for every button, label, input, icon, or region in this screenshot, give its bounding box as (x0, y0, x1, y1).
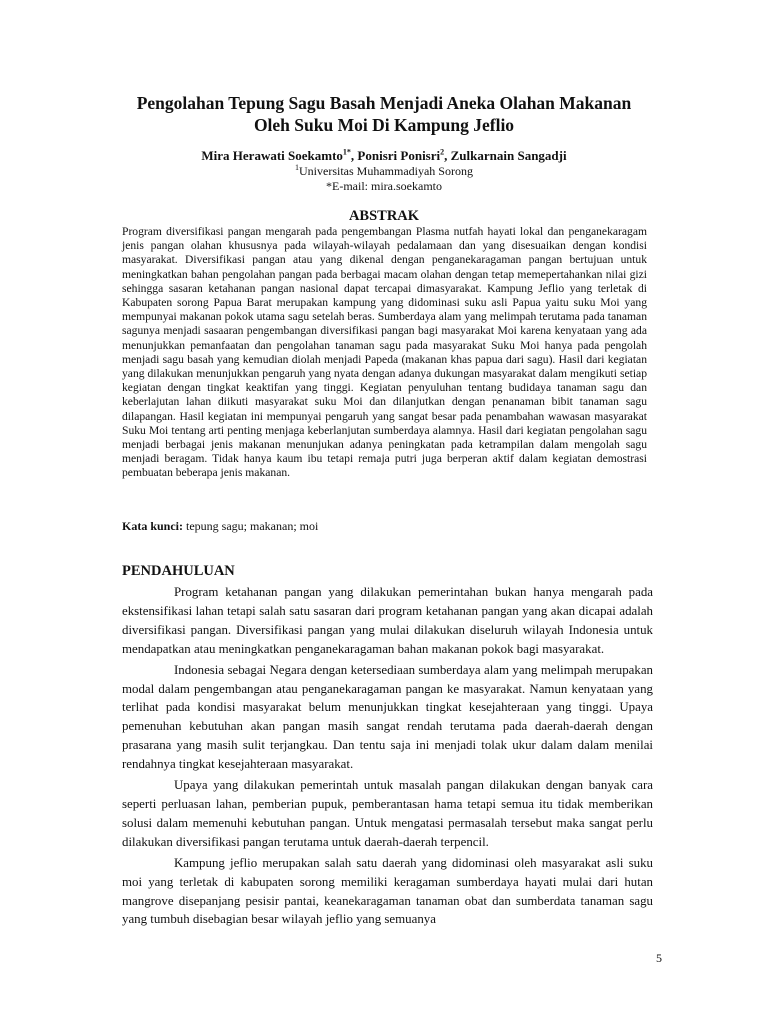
author-name: Mira Herawati Soekamto (201, 148, 343, 163)
keywords-value: tepung sagu; makanan; moi (183, 519, 319, 533)
author-superscript: 2 (440, 147, 445, 157)
paragraph: Kampung jeflio merupakan salah satu daerah yang didominasi oleh masyarakat asli suku moi yang terletak di kabupaten sorong memiliki keragaman sumberdaya hayati mulai dari hutan mangrove disepanjang pesisir pantai, keanekaragaman tanaman obat dan sumberdata tanaman sagu yang tumbuh disebagian besar wilayah jeflio yang semuanya (122, 855, 653, 927)
corresponding-email: *E-mail: mira.soekamto (326, 179, 442, 193)
title-line-1: Pengolahan Tepung Sagu Basah Menjadi Aneka Olahan Makanan (136, 93, 632, 113)
author-name: Zulkarnain Sangadji (450, 148, 567, 163)
section-heading: PENDAHULUAN (122, 563, 235, 579)
paragraph: Program ketahanan pangan yang dilakukan pemerintahan bukan hanya mengarah pada ekstensifikasi lahan tetapi salah satu sasaran dari program ketahanan pangan yang akan dicapai adalah diversifikasi pangan. Diversifikasi pangan yang mulai dilakukan diseluruh wilayah Indonesia untuk mendapatkan atau meningkatkan penganekaragaman bahan makanan pokok bagi masyarakat. (122, 585, 653, 656)
affiliation-text: Universitas Muhammadiyah Sorong (299, 164, 473, 178)
affiliation-superscript: 1 (295, 163, 299, 172)
paper-title (100, 92, 668, 136)
author-separator: , (444, 148, 451, 163)
abstract-text: Program diversifikasi pangan mengarah pada pengembangan Plasma nutfah hayati lokal dan penganekaragam jenis pangan olahan khususnya pada wilayah-wilayah pedalamaan dan yang disesuaikan dengan kondisi masyarakat. Diversifikasi pangan atau yang dikenal dengan penganekaragaman pangan bertujuan untuk meningkatkan bahan pengolahan pangan pada berbagai macam olahan dengan tetap memepertahankan nilai gizi sehingga sasaran ketahanan pangan nasional dapat tercapai dimasyarakat. Kampung Jeflio yang terletak di Kabupaten sorong Papua Barat merupakan kampung yang didominasi suku asli Papua yaitu suku Moi yang mempunyai makanan pokok utama sagu setelah beras. Sumberdaya alam yang melimpah terutama pada tanaman sagunya menjadi sasaaran pengembangan diversifikasi pangan bagi masyarakat Moi karena kenyataan yang ada menunjukkan pemanfaatan dan pengolahan tanaman sagu pada masyarakat Suku Moi hanya pada pengolah menjadi sagu basah yang kemudian diolah menjadi Papeda (makanan khas papua dari sagu). Hasil dari kegiatan yang dilakukan menunjukkan pengaruh yang nyata dengan adanya dukungan masyarakat dalam mengikuti setiap kegiatan dengan tingkat keaktifan yang tinggi. Kegiatan penyuluhan tentang budidaya tanaman sagu dan keberlajutan lahan diikuti masyarakat suku Moi dan dilanjutkan dengan penanaman bibit tanaman sagu dilapangan. Hasil kegiatan ini mempunyai pengaruh yang sangat besar pada penambahan wawasan masyarakat Suku Moi tentang arti penting menjaga keberlanjutan sumberdaya alamnya. Hasil dari kegiatan pengolahan sagu menjadi berbagai jenis makanan menunjukan adanya peningkatan pada ketrampilan dalam mengolah sagu menjadi beragam. Tidak hanya kaum ibu tetapi remaja putri juga berperan aktif dalam kegiatan demostrasi pembuatan beberapa jenis makanan. (122, 225, 647, 480)
author-list (100, 148, 668, 163)
keywords (122, 519, 647, 533)
page-number: 5 (656, 951, 662, 965)
paragraph: Indonesia sebagai Negara dengan ketersediaan sumberdaya alam yang melimpah merupakan modal dalam pengembangan atau penganekaragaman pangan ke masyarakat. Namun kenyataan yang terlihat pada kondisi masyarakat belum menunjukkan tingkat kesejahteraan yang tinggi. Upaya pemenuhan kebutuhan akan pangan masih sangat rendah terutama pada daerah-daerah dengan prasarana yang masih sulit terjangkau. Dan tentu saja ini menjadi tolak ukur dalam dalam menilai rendahnya tingkat kesejahteraan masyarakat. (122, 662, 653, 772)
title-line-2: Oleh Suku Moi Di Kampung Jeflio (253, 115, 515, 135)
affiliation (100, 164, 668, 178)
author-separator: , (350, 148, 358, 163)
author-name: Ponisri Ponisri (357, 148, 441, 163)
introduction-body (122, 583, 653, 931)
abstract-heading: ABSTRAK (348, 208, 420, 224)
keywords-label: Kata kunci: (122, 519, 184, 533)
author-superscript: 1* (342, 147, 351, 157)
paragraph: Upaya yang dilakukan pemerintah untuk masalah pangan dilakukan dengan banyak cara seperti perluasan lahan, pemberian pupuk, pemberantasan hama tetapi semua itu tidak memberikan solusi dalam memenuhi kebutuhan pangan. Untuk mengatasi permasalah tersebut maka sangat perlu dilakukan diversifikasi pangan terutama untuk daerah-daerah terpencil. (122, 778, 653, 849)
